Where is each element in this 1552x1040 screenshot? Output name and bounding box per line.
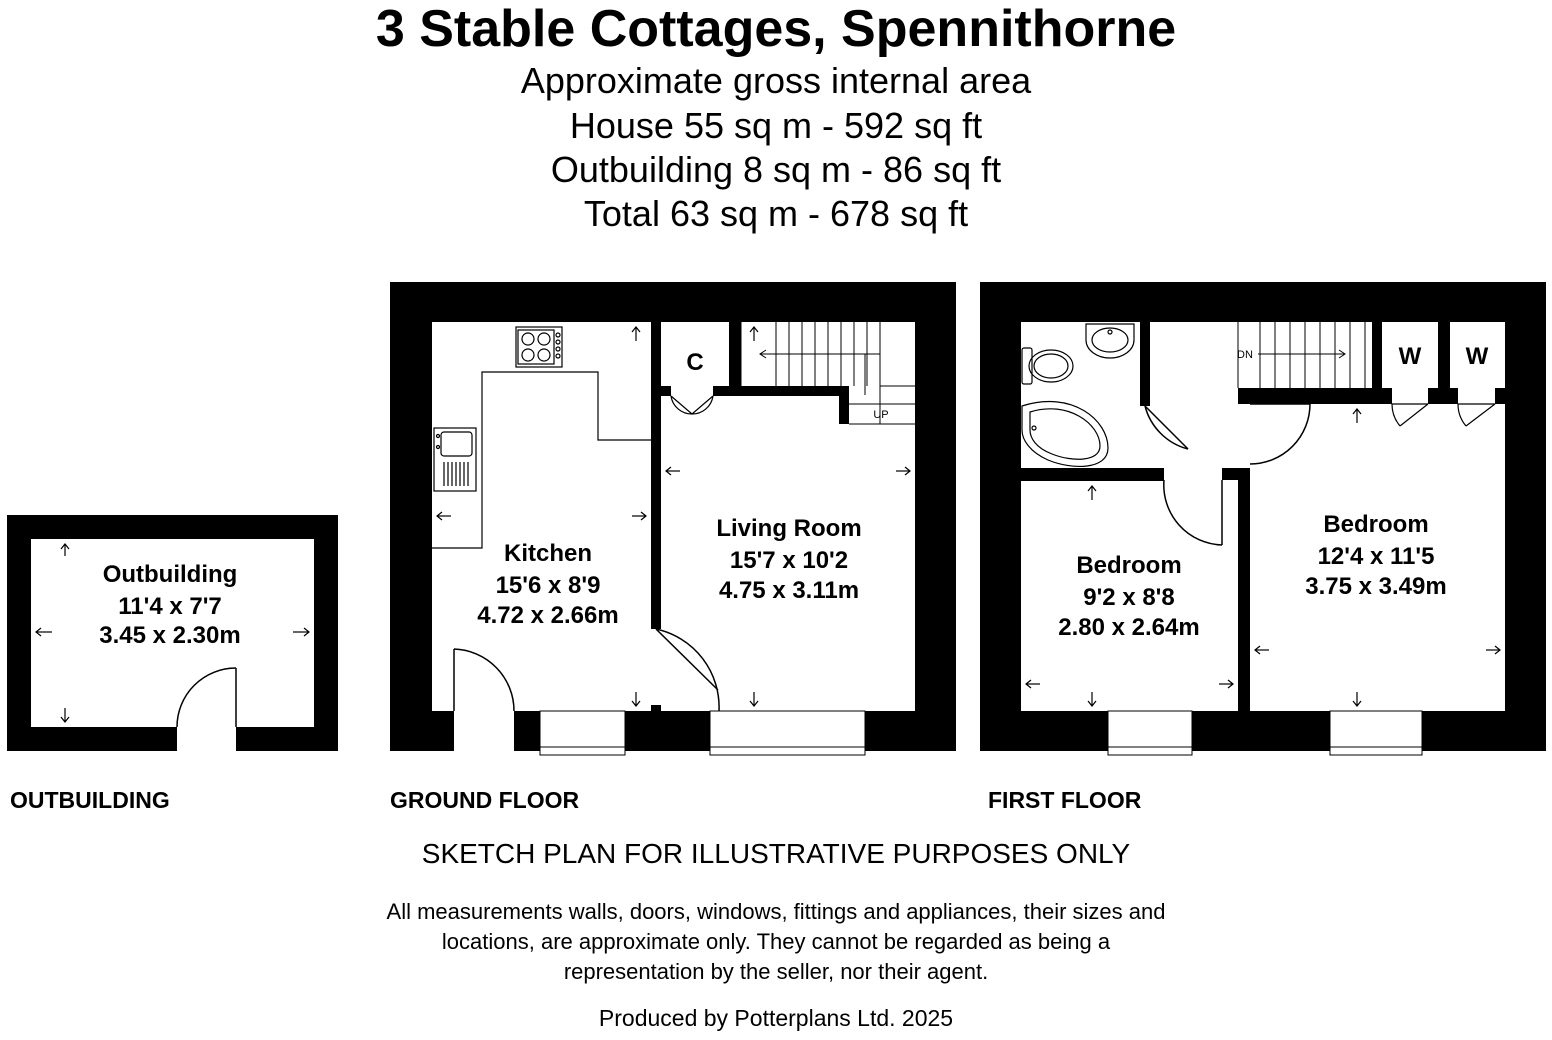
produced-by: Produced by Potterplans Ltd. 2025 bbox=[598, 1005, 954, 1031]
ground-floor-plan bbox=[390, 282, 956, 755]
kitchen-living-door bbox=[656, 629, 719, 711]
kitchen-name: Kitchen bbox=[503, 540, 593, 567]
bathroom-door bbox=[1145, 406, 1188, 449]
bedroom-large-metric: 3.75 x 3.49m bbox=[1305, 573, 1447, 600]
living-room-name: Living Room bbox=[716, 515, 862, 542]
living-room-imperial: 15'7 x 10'2 bbox=[729, 547, 849, 574]
front-doorway bbox=[454, 709, 514, 753]
ground-stairs-label: UP bbox=[873, 409, 889, 421]
first-stairs-label: DN bbox=[1237, 349, 1253, 361]
disclaimer-line-1: All measurements walls, doors, windows, fittings and appliances, their sizes and bbox=[386, 899, 1166, 924]
outbuilding-plan bbox=[7, 515, 338, 753]
living-room-window bbox=[710, 709, 865, 755]
bedroom-divider-wall bbox=[1238, 468, 1250, 711]
bedroom-divider-top bbox=[1222, 468, 1250, 480]
ground-internal-wall-lower bbox=[651, 629, 661, 711]
outbuilding-room-metric: 3.45 x 2.30m bbox=[99, 622, 241, 649]
cupboard-label: C bbox=[686, 349, 704, 376]
kitchen-sink-icon bbox=[434, 428, 476, 491]
first-stairs bbox=[1238, 322, 1365, 388]
bedroom-small-door bbox=[1164, 480, 1222, 545]
bathroom-wall-bottom bbox=[1021, 468, 1164, 481]
area-house: House 55 sq m - 592 sq ft bbox=[569, 105, 983, 146]
outbuilding-room-name: Outbuilding bbox=[102, 561, 238, 588]
kitchen-imperial: 15'6 x 8'9 bbox=[495, 572, 601, 599]
basin-icon bbox=[1086, 324, 1134, 358]
bedroom-large-name: Bedroom bbox=[1323, 511, 1429, 538]
outbuilding-floor-label: OUTBUILDING bbox=[10, 787, 170, 813]
cupboard-wall-right bbox=[729, 322, 739, 396]
bath-icon bbox=[1022, 402, 1108, 467]
stairs-wall-vertical bbox=[839, 386, 849, 424]
area-heading: Approximate gross internal area bbox=[520, 60, 1032, 101]
bedroom-small-metric: 2.80 x 2.64m bbox=[1058, 614, 1200, 641]
cupboard-door bbox=[671, 386, 713, 414]
wardrobe-wall-a bbox=[1372, 322, 1382, 404]
stairs-wall bbox=[739, 386, 849, 396]
hob-icon bbox=[516, 327, 562, 367]
bedroom-large-window bbox=[1330, 709, 1422, 755]
outbuilding-doorway bbox=[177, 725, 236, 753]
ground-internal-wall-base bbox=[651, 705, 661, 711]
outbuilding-room-imperial: 11'4 x 7'7 bbox=[118, 593, 222, 620]
wardrobe-wall-base-b bbox=[1428, 388, 1458, 404]
plan-title: 3 Stable Cottages, Spennithorne bbox=[375, 0, 1177, 58]
wardrobe-wall-base-a bbox=[1382, 388, 1392, 404]
kitchen-window bbox=[540, 709, 625, 755]
area-total: Total 63 sq m - 678 sq ft bbox=[583, 193, 969, 234]
disclaimer-line-3: representation by the seller, nor their agent. bbox=[563, 959, 989, 984]
bedroom-small-name: Bedroom bbox=[1076, 552, 1182, 579]
first-floor-walls bbox=[980, 282, 1546, 751]
kitchen-worktop bbox=[432, 372, 651, 548]
first-floor-label: FIRST FLOOR bbox=[988, 787, 1142, 813]
wardrobe-wall-base-c bbox=[1495, 388, 1505, 404]
front-door bbox=[454, 649, 514, 711]
kitchen-metric: 4.72 x 2.66m bbox=[477, 602, 619, 629]
bedroom-large-door bbox=[1250, 404, 1310, 464]
toilet-icon bbox=[1022, 348, 1073, 384]
disclaimer-line-2: locations, are approximate only. They cannot be regarded as being a bbox=[441, 929, 1111, 954]
wardrobe-label-1: W bbox=[1398, 343, 1422, 370]
ground-floor-label: GROUND FLOOR bbox=[390, 787, 580, 813]
landing-wall bbox=[1238, 388, 1382, 404]
area-outbuilding: Outbuilding 8 sq m - 86 sq ft bbox=[550, 149, 1002, 190]
living-room-metric: 4.75 x 3.11m bbox=[718, 577, 860, 604]
bathroom-wall-right bbox=[1140, 322, 1150, 406]
bedroom-large-imperial: 12'4 x 11'5 bbox=[1317, 543, 1435, 570]
first-floor-plan bbox=[980, 282, 1546, 755]
cupboard-wall-bottom bbox=[661, 386, 671, 396]
wardrobe-label-2: W bbox=[1465, 343, 1489, 370]
outbuilding-door bbox=[177, 668, 236, 727]
ground-floor-walls bbox=[390, 282, 956, 751]
bedroom-small-window bbox=[1108, 709, 1192, 755]
bedroom-small-imperial: 9'2 x 8'8 bbox=[1083, 584, 1175, 611]
sketch-notice: SKETCH PLAN FOR ILLUSTRATIVE PURPOSES ONLY bbox=[421, 838, 1131, 869]
wardrobe-doors bbox=[1392, 404, 1495, 426]
ground-internal-wall bbox=[651, 322, 661, 629]
